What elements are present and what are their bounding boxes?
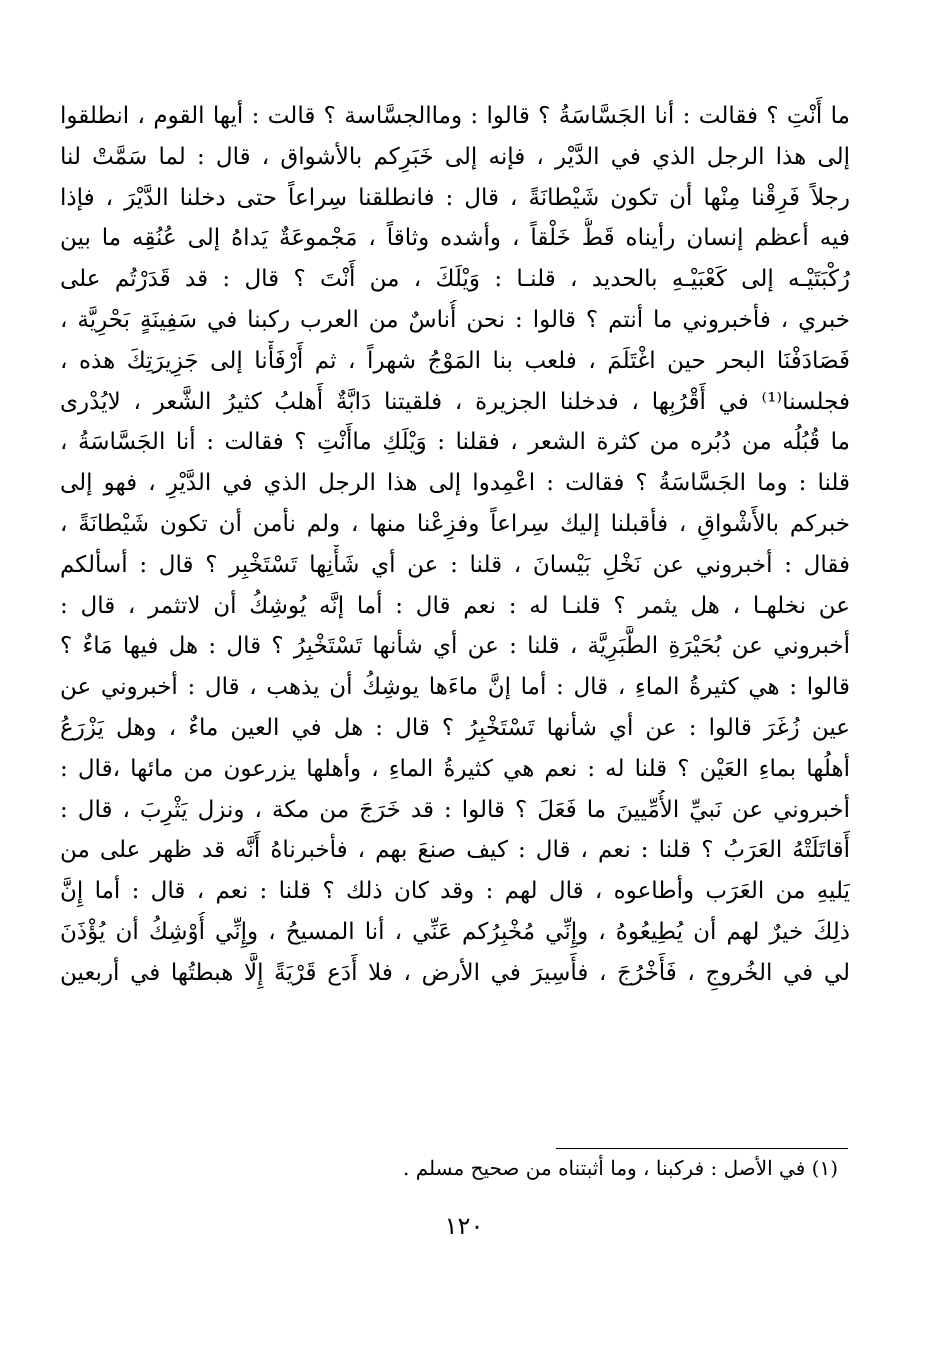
text-line: ما قُبُلُه من دُبُره من كثرة الشعر ، فقلنا : وَيْلَكِ ماأَنْتِ ؟ فقالت : أنا الجَسَّاسَةُ ، (60, 429, 850, 456)
text-line: ذلِكَ خيرٌ لهم أن يُطِيعُوهُ ، وإِنِّي مُخْبِرُكم عَنِّي ، أنا المسيحُ ، وإِنِّي أُوْشِكُ أن يُؤْذَنَ (60, 918, 850, 945)
text-line: أخبروني عن بُحَيْرَةِ الطَّبَرِيَّة ، قلنا : عن أي شأنها تَسْتَخْبِرُ ؟ قال : هل فيها مَاءٌ ؟ (60, 633, 850, 660)
text-line: إلى هذا الرجل الذي في الدَّيْر ، فإنه إلى خَبَرِكم بالأشواق ، قال : لما سَمَّتْ لنا (60, 143, 850, 170)
text-line: خبري ، فأخبروني ما أنتم ؟ قالوا : نحن أُناسٌ من العرب ركبنا في سَفِينَةٍ بَحْرِيَّة ، (60, 306, 850, 333)
text-line: يَليهِ من العَرَب وأطاعوه ، قال لهم : وقد كان ذلك ؟ قلنا : نعم ، قال : أما إِنَّ (60, 878, 850, 905)
page-number: ١٢٠ (444, 1212, 484, 1240)
text-line: أَقاتَلَتْهُ العَرَبُ ؟ قلنا : نعم ، قال : كيف صنعَ بهم ، فأخبرناهُ أَنَّه قد ظهر على من (60, 837, 850, 864)
text-line: خبركم بالأَشْواقِ ، فأقبلنا إليك سِراعاً وفزِعْنا منها ، ولم نأمن أن تكون شَيْطانَةً ، (60, 510, 850, 537)
text-line: فجلسنا⁽¹⁾ في أَقْرُبِها ، فدخلنا الجزيرة ، فلقيتنا دَابَّةٌ أَهلبُ كثيرُ الشَّعر ، لايُدْرى (60, 388, 850, 415)
body-text (60, 96, 850, 994)
text-line: فقال : أخبروني عن نَخْلِ بَيْسانَ ، قلنا : عن أي شَأْنِها تَسْتَخْبِر ؟ قال : أسألكم (60, 551, 850, 578)
text-line: لي في الخُروجِ ، فَأَخْرُجَ ، فأَسِيرَ في الأرض ، فلا أَدَع قَرْيَةً إِلَّا هبطتُها في أربعين (60, 959, 850, 986)
text-line: ما أَنْتِ ؟ فقالت : أنا الجَسَّاسَةُ ؟ قالوا : وماالجسَّاسة ؟ قالت : أيها القوم ، انطلقوا (60, 103, 850, 129)
text-line: عين زُغَرَ قالوا : عن أي شأنها تَسْتَخْبِرُ ؟ قال : هل في العين ماءٌ ، وهل يَزْرَعُ (60, 714, 850, 741)
text-line: قلنا : وما الجَسَّاسَةُ ؟ فقالت : اعْمِدوا إلى هذا الرجل الذي في الدَّيْرِ ، فهو إلى (60, 470, 850, 497)
text-line: عن نخلهـا ، هل يثمر ؟ قلنـا له : نعم قال : أما إنَّه يُوشِكُ أن لاتثمر ، قال : (60, 592, 850, 619)
footnote: (١) في الأصل : فركبنا ، وما أثبتناه من صحيح مسلم . (403, 1156, 838, 1180)
text-line: رُكْبَتَيْـه إلى كَعْبَيْـهِ بالحديد ، قلنـا : وَيْلَكَ ، من أَنْتَ ؟ قال : قد قَدَرْتُم على (60, 266, 850, 293)
footnote-divider (556, 1148, 848, 1149)
text-line: أخبروني عن نَبيِّ الأُمِّيينَ ما فَعَلَ ؟ قالوا : قد خَرَجَ من مكة ، ونزل يَثْرِبَ ، قال : (60, 796, 850, 823)
text-line: فَصَادَفْنَا البحر حين اغْتَلَمَ ، فلعب بنا المَوْجُ شهراً ، ثم أَرْفَأْنا إلى جَزِيرَتِكَ هذه ، (60, 347, 850, 374)
text-line: قالوا : هي كثيرةُ الماءِ ، قال : أما إنَّ ماءَها يوشِكُ أن يذهب ، قال : أخبروني عن (60, 674, 850, 701)
text-line: فيه أعظم إنسان رأيناه قَطُّ خَلْقاً ، وأشده وثاقاً ، مَجْموعَةٌ يَداهُ إلى عُنُقِه ما بين (60, 225, 850, 252)
text-line: رجلاً فَرِقْنا مِنْها أن تكون شَيْطانَةً ، قال : فانطلقنا سِراعاً حتى دخلنا الدَّيْرَ ، فإذا (60, 184, 850, 211)
text-line: أهلُها بماءِ العَيْن ؟ قلنا له : نعم هي كثيرةُ الماءِ ، وأهلها يزرعون من مائها ،قال : (60, 755, 850, 782)
